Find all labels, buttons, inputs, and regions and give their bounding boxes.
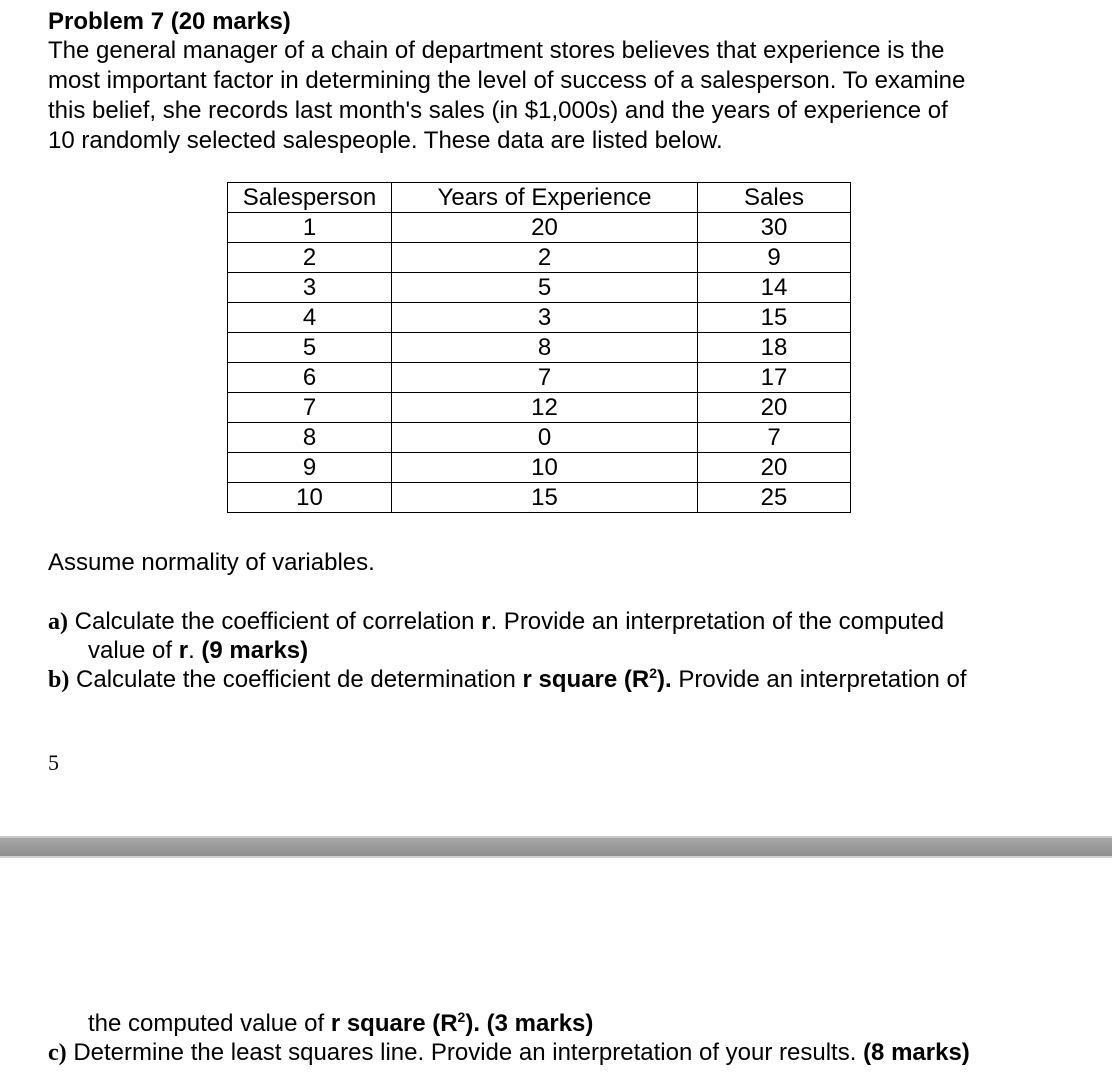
question-b-term-end: ). (657, 666, 672, 693)
cell-salesperson: 1 (228, 213, 392, 243)
question-a-line2-text: value of (88, 637, 179, 664)
table-row (228, 483, 851, 513)
table-row (228, 303, 851, 333)
question-c-marks: (8 marks) (863, 1039, 970, 1066)
question-b-term (523, 666, 672, 693)
question-c-text: Determine the least squares line. Provide an interpretation of your results. (66, 1039, 864, 1066)
question-c-label: c) (48, 1040, 67, 1066)
cell-sales: 20 (698, 453, 851, 483)
table-row (228, 423, 851, 453)
cell-years: 20 (392, 213, 698, 243)
problem-title: Problem 7 (20 marks) (48, 8, 291, 35)
cell-salesperson: 3 (228, 273, 392, 303)
cell-salesperson: 9 (228, 453, 392, 483)
header-salesperson: Salesperson (228, 183, 392, 213)
table-row (228, 453, 851, 483)
question-b-text-end: Provide an interpretation of (671, 666, 967, 693)
cell-years: 12 (392, 393, 698, 423)
question-b-term-text: r square (R (522, 666, 650, 693)
data-table (227, 182, 851, 513)
question-b-line2-superscript: 2 (457, 1009, 466, 1025)
page-number: 5 (48, 750, 59, 775)
table-row (228, 243, 851, 273)
assumption-text: Assume normality of variables. (48, 549, 375, 576)
table-row (228, 213, 851, 243)
table-row (228, 333, 851, 363)
question-b-line2-text: the computed value of (88, 1010, 331, 1037)
intro-line: most important factor in determining the level of success of a salesperson. To examine (48, 67, 966, 94)
question-b-line1 (48, 665, 967, 695)
cell-years: 2 (392, 243, 698, 273)
cell-salesperson: 7 (228, 393, 392, 423)
cell-salesperson: 10 (228, 483, 392, 513)
problem-intro (48, 36, 1068, 156)
cell-salesperson: 2 (228, 243, 392, 273)
cell-sales: 20 (698, 393, 851, 423)
question-b-line2-term-text: r square (R (330, 1010, 458, 1037)
cell-years: 5 (392, 273, 698, 303)
cell-sales: 15 (698, 303, 851, 333)
cell-years: 0 (392, 423, 698, 453)
table-row (228, 363, 851, 393)
question-b-superscript: 2 (649, 665, 658, 681)
cell-salesperson: 5 (228, 333, 392, 363)
question-a-marks: (9 marks) (201, 637, 309, 664)
cell-salesperson: 6 (228, 363, 392, 393)
cell-sales: 7 (698, 423, 851, 453)
cell-years: 8 (392, 333, 698, 363)
cell-sales: 17 (698, 363, 851, 393)
question-a-line2-r: r (178, 637, 189, 664)
cell-salesperson: 4 (228, 303, 392, 333)
intro-line: 10 randomly selected salespeople. These data are listed below. (48, 127, 723, 154)
question-c-line (48, 1038, 970, 1068)
question-a-line2 (88, 636, 308, 665)
cell-sales: 18 (698, 333, 851, 363)
intro-line: this belief, she records last month's sales (in $1,000s) and the years of experience of (48, 97, 948, 124)
question-a-line2-mid: . (188, 637, 202, 664)
cell-sales: 25 (698, 483, 851, 513)
cell-sales: 30 (698, 213, 851, 243)
cell-sales: 14 (698, 273, 851, 303)
question-b-text: Calculate the coefficient de determination (69, 666, 523, 693)
table-row (228, 273, 851, 303)
page-break-divider (0, 836, 1112, 858)
intro-line: The general manager of a chain of department stores believes that experience is the (48, 37, 945, 64)
cell-years: 10 (392, 453, 698, 483)
question-b-label: b) (48, 667, 70, 693)
cell-sales: 9 (698, 243, 851, 273)
question-a-label: a) (48, 609, 68, 635)
question-a-r: r (481, 608, 491, 635)
question-a-text: Calculate the coefficient of correlation (68, 608, 482, 635)
question-b-line2-term (331, 1010, 594, 1037)
table-header-row (228, 183, 851, 213)
cell-years: 3 (392, 303, 698, 333)
table-row (228, 393, 851, 423)
question-b-marks: ). (3 marks) (465, 1010, 594, 1037)
header-years-of-experience: Years of Experience (392, 183, 698, 213)
cell-years: 15 (392, 483, 698, 513)
question-b-line2 (88, 1009, 593, 1038)
question-a-line1 (48, 607, 944, 637)
header-sales: Sales (698, 183, 851, 213)
cell-years: 7 (392, 363, 698, 393)
question-a-text-end: . Provide an interpretation of the computed (490, 608, 945, 635)
cell-salesperson: 8 (228, 423, 392, 453)
